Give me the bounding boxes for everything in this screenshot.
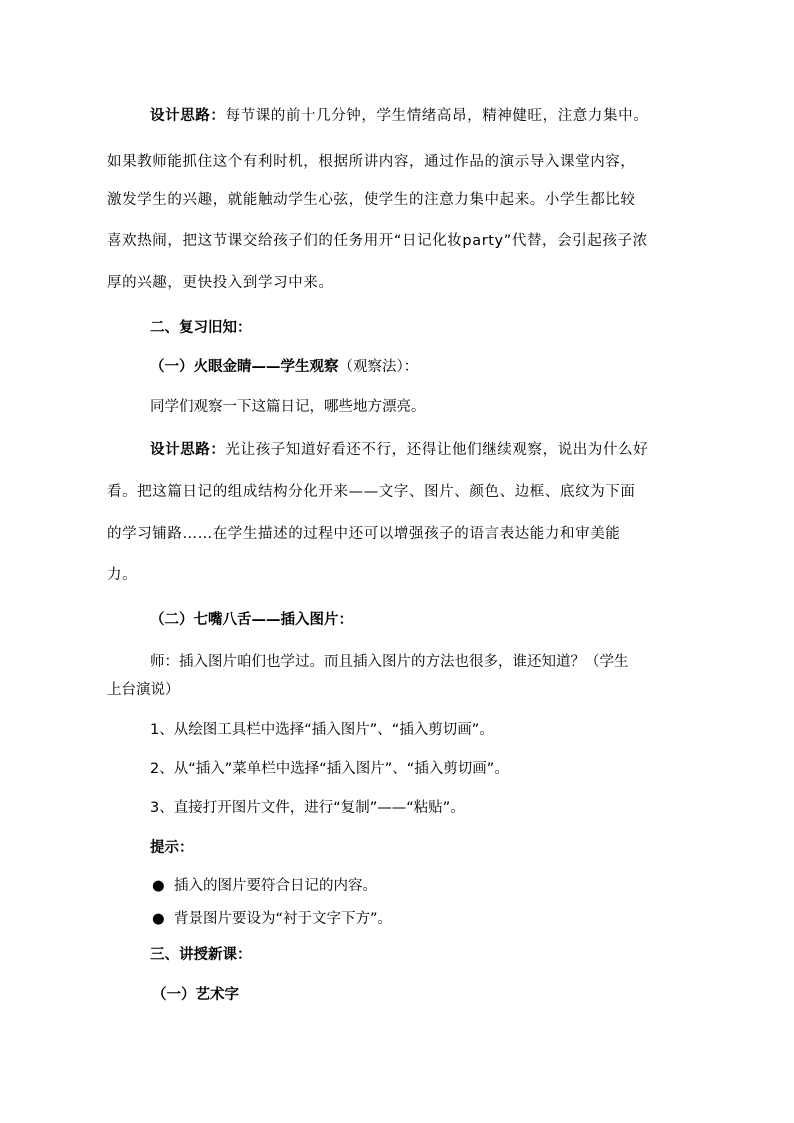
tips-heading: 提示： — [150, 840, 194, 856]
paragraph-line: 力。 — [107, 567, 138, 583]
step-item: 1、从绘图工具栏中选择“插入图片”、“插入剪切画”。 — [150, 722, 494, 738]
subsection-heading-observe: （一）火眼金睛——学生观察（观察法）： — [150, 359, 419, 375]
design-note-label: 设计思路： — [150, 442, 226, 458]
subsection-heading-insert-picture: （二）七嘴八舌——插入图片： — [150, 612, 353, 628]
design-note-label: 设计思路： — [150, 108, 226, 124]
design-note-text: 每节课的前十几分钟，学生情绪高昂，精神健旺，注意力集中。 — [225, 108, 649, 124]
paragraph-line: 师：插入图片咱们也学过。而且插入图片的方法也很多，谁还知道？（学生 — [150, 654, 629, 670]
paragraph-line: 上台演说） — [107, 682, 180, 698]
paragraph-line: 喜欢热闹，把这节课交给孩子们的任务用开“日记化妆party”代替，会引起孩子浓 — [107, 233, 648, 249]
bullet-icon: ● — [152, 911, 165, 927]
design-note-1-first-line — [150, 106, 648, 126]
bullet-icon: ● — [152, 878, 165, 894]
paragraph-line: 激发学生的兴趣，就能触动学生心弦，使学生的注意力集中起来。小学生都比较 — [107, 192, 636, 208]
tip-item: ● 插入的图片要符合日记的内容。 — [152, 878, 377, 894]
section-heading-new-lesson: 三、讲授新课： — [150, 947, 252, 963]
step-item: 2、从“插入”菜单栏中选择“插入图片”、“插入剪切画”。 — [150, 761, 509, 777]
paragraph-line: 的学习铺路……在学生描述的过程中还可以增强孩子的语言表达能力和审美能 — [107, 526, 621, 542]
paragraph-line: 厚的兴趣，更快投入到学习中来。 — [107, 275, 334, 291]
section-heading-review: 二、复习旧知： — [150, 320, 252, 336]
design-note-2-first-line — [150, 440, 648, 460]
paragraph-line: 看。把这篇日记的组成结构分化开来——文字、图片、颜色、边框、底纹为下面 — [107, 484, 636, 500]
tip-item: ● 背景图片要设为“衬于文字下方”。 — [152, 911, 393, 927]
paragraph-line: 如果教师能抓住这个有利时机，根据所讲内容，通过作品的演示导入课堂内容， — [107, 154, 636, 170]
step-item: 3、直接打开图片文件，进行“复制”——“粘贴”。 — [150, 800, 465, 816]
paragraph-line: 同学们观察一下这篇日记，哪些地方漂亮。 — [150, 399, 426, 415]
design-note-text: 光让孩子知道好看还不行，还得让他们继续观察，说出为什么好 — [225, 442, 649, 458]
subsection-heading-word-art: （一）艺术字 — [152, 987, 239, 1003]
